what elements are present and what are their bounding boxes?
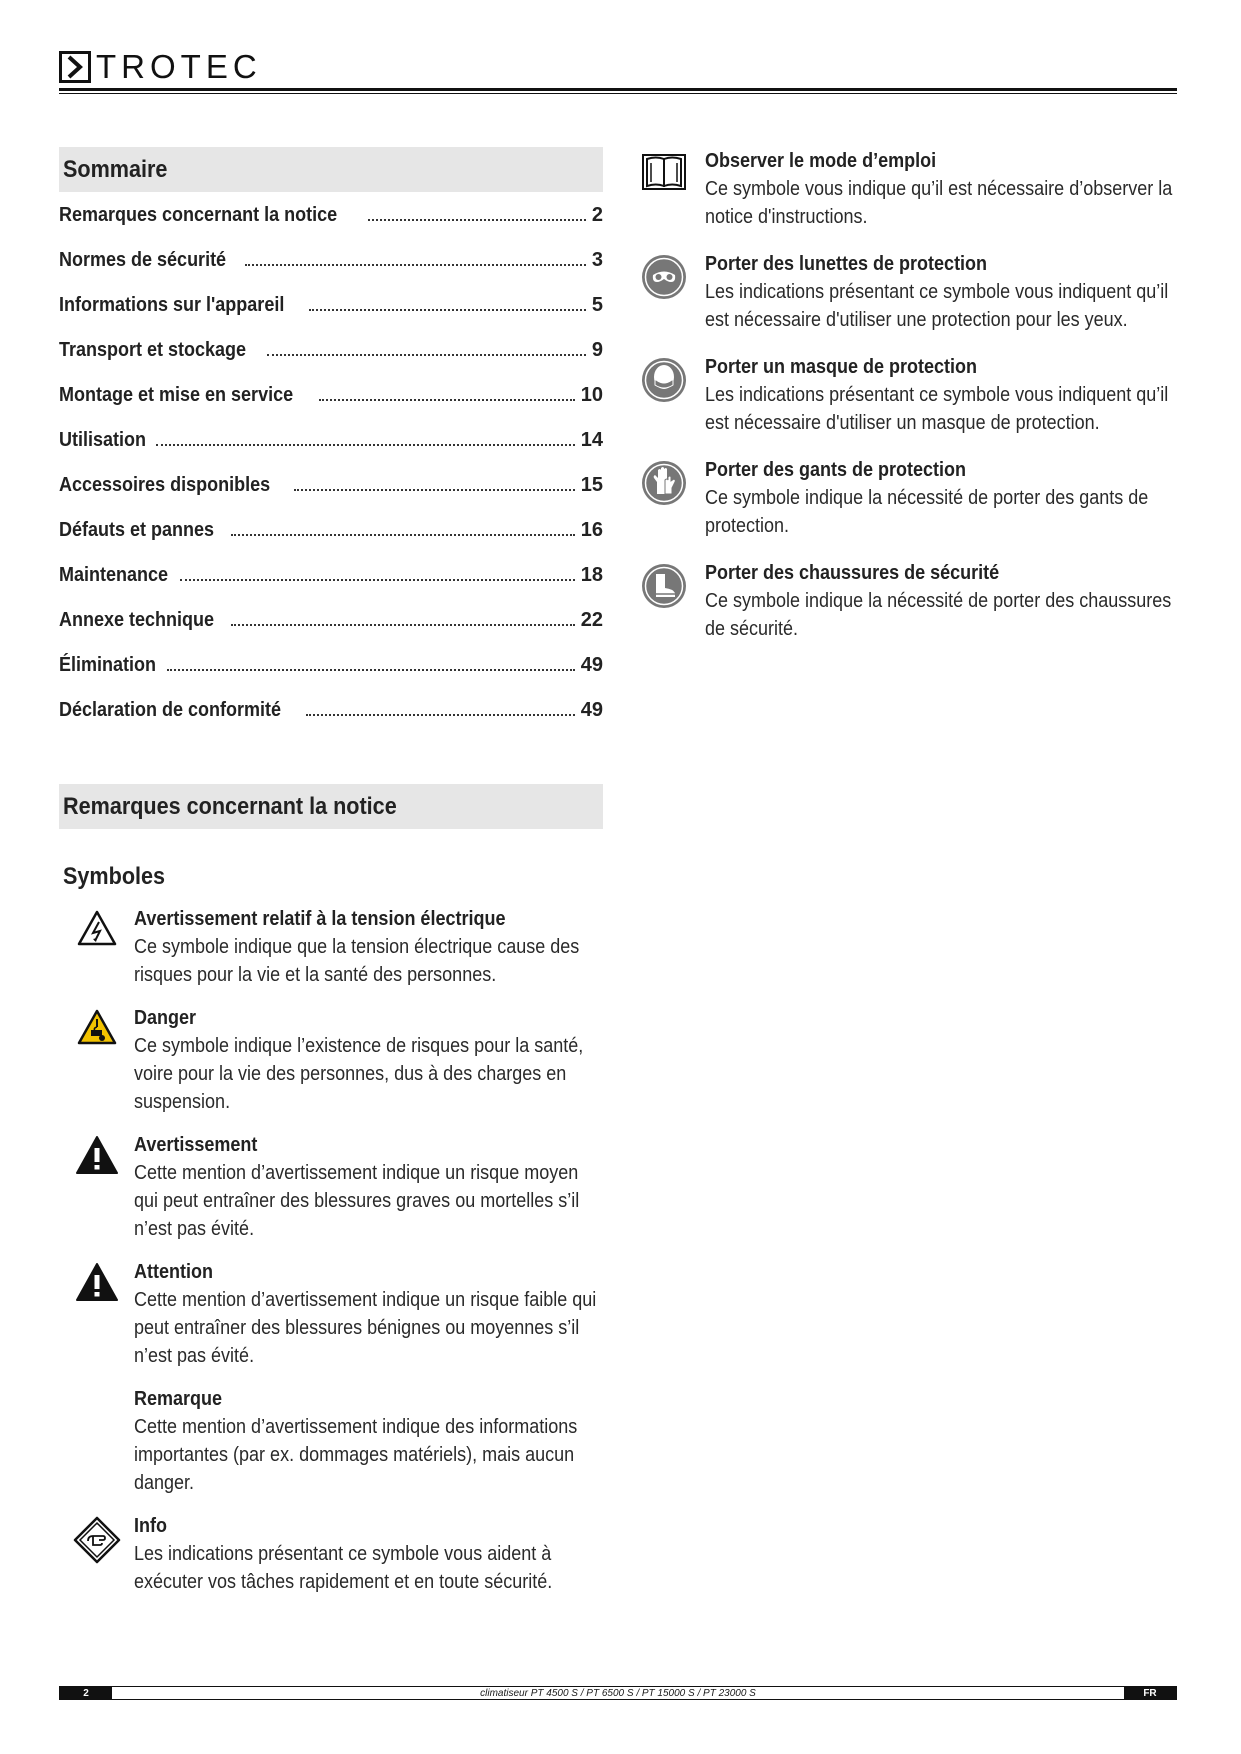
toc-entry[interactable] [59, 609, 603, 654]
toc-entry[interactable] [59, 204, 603, 249]
caution-triangle-icon [75, 1262, 119, 1302]
toc-entry[interactable] [59, 429, 603, 474]
toc-entry[interactable] [59, 474, 603, 519]
page-number: 2 [60, 1687, 112, 1699]
toc-heading-bar [59, 147, 603, 192]
toc-entry-page: 5 [591, 294, 603, 316]
symbol-title: Porter des chaussures de sécurité [705, 562, 1000, 584]
toc-entry-title: Défauts et pannes [59, 519, 215, 541]
symbol-entry [59, 905, 603, 989]
symbol-title: Danger [134, 1007, 197, 1029]
symbol-description: Ce symbole indique l’existence de risques pour la santé, voire pour la vie des personnes, dus à des charges en suspension. [134, 1035, 584, 1113]
toc-leader [368, 219, 586, 221]
symbol-description: Les indications présentant ce symbole vous aident à exécuter vos tâches rapidement et en toute sécurité. [134, 1543, 553, 1593]
symbol-description: Les indications présentant ce symbole vous indiquent qu’il est nécessaire d'utiliser un masque de protection. [705, 384, 1169, 434]
toc-entry-page: 16 [580, 519, 603, 541]
toc-entry-title: Montage et mise en service [59, 384, 294, 406]
symbol-title: Avertissement relatif à la tension électrique [134, 908, 506, 930]
symbol-description: Les indications présentant ce symbole vous indiquent qu’il est nécessaire d'utiliser une protection pour les yeux. [705, 281, 1169, 331]
page-header [59, 50, 1177, 95]
safety-boot-icon [641, 563, 687, 609]
page-footer [59, 1686, 1177, 1700]
symbol-entry [641, 147, 1181, 231]
toc-entry[interactable] [59, 564, 603, 609]
toc-leader [231, 624, 574, 626]
symbol-title: Porter un masque de protection [705, 356, 978, 378]
notice-heading: Remarques concernant la notice [63, 792, 397, 820]
toc-entry-page: 49 [580, 699, 603, 721]
product-name: climatiseur PT 4500 S / PT 6500 S / PT 15000 S / PT 23000 S [480, 1688, 756, 1699]
toc-entry-title: Déclaration de conformité [59, 699, 282, 721]
manual-book-icon [641, 151, 687, 191]
symbol-entry [59, 1512, 603, 1596]
header-rule-thin [59, 93, 1177, 94]
toc-entry-title: Remarques concernant la notice [59, 204, 338, 226]
warning-triangle-icon [75, 1135, 119, 1175]
toc-entry-title: Informations sur l'appareil [59, 294, 285, 316]
toc-entry-page: 3 [591, 249, 603, 271]
toc-entry[interactable] [59, 384, 603, 429]
symbol-description: Cette mention d’avertissement indique un risque moyen qui peut entraîner des blessures graves ou mortelles s’il n’est pas évité. [134, 1162, 580, 1240]
symbol-description: Cette mention d’avertissement indique des informations importantes (par ex. dommages matériels), mais aucun danger. [134, 1416, 578, 1494]
toc-entry[interactable] [59, 339, 603, 384]
symbol-description: Ce symbole vous indique qu’il est nécessaire d’observer la notice d'instructions. [705, 178, 1173, 228]
symbol-description: Ce symbole indique la nécessité de porter des gants de protection. [705, 487, 1149, 537]
toc-entry-page: 22 [580, 609, 603, 631]
toc-entry-title: Transport et stockage [59, 339, 247, 361]
symbol-entry [641, 559, 1181, 643]
toc-entry-page: 15 [580, 474, 603, 496]
trotec-logo [59, 50, 262, 84]
symbol-title: Porter des lunettes de protection [705, 253, 988, 275]
toc-leader [231, 534, 574, 536]
toc-entry-page: 18 [580, 564, 603, 586]
header-rule [59, 88, 1177, 91]
toc-leader [267, 354, 586, 356]
symbol-title: Attention [134, 1261, 213, 1283]
electric-warning-icon [76, 909, 118, 947]
toc-entry-title: Annexe technique [59, 609, 215, 631]
notice-heading-bar [59, 784, 603, 829]
trotec-logo-mark-icon [59, 51, 91, 83]
toc-entry[interactable] [59, 654, 603, 699]
symbol-title: Observer le mode d’emploi [705, 150, 937, 172]
toc-entry[interactable] [59, 519, 603, 564]
toc-entry[interactable] [59, 294, 603, 339]
symbol-description: Cette mention d’avertissement indique un risque faible qui peut entraîner des blessures bénignes ou moyennes s’il n’est pas évité. [134, 1289, 597, 1367]
language-code: FR [1124, 1687, 1176, 1699]
symbol-title: Remarque [134, 1388, 223, 1410]
toc-leader [306, 714, 575, 716]
table-of-contents [59, 204, 603, 744]
toc-leader [319, 399, 575, 401]
toc-entry[interactable] [59, 699, 603, 744]
brand-name: TROTEC [96, 48, 262, 85]
toc-leader [245, 264, 586, 266]
toc-entry-page: 49 [580, 654, 603, 676]
toc-entry-title: Maintenance [59, 564, 169, 586]
right-column [641, 147, 1181, 662]
toc-leader [309, 309, 586, 311]
symbol-entry [59, 1004, 603, 1116]
toc-leader [167, 669, 575, 671]
symbol-title: Porter des gants de protection [705, 459, 967, 481]
symbol-entry [59, 1385, 603, 1497]
left-column [59, 147, 603, 1611]
toc-leader [180, 579, 575, 581]
toc-entry-page: 14 [580, 429, 603, 451]
toc-heading: Sommaire [63, 155, 168, 183]
mask-icon [641, 357, 687, 403]
symbols-list [59, 905, 603, 1596]
symbol-entry [641, 456, 1181, 540]
gloves-icon [641, 460, 687, 506]
symbol-description: Ce symbole indique la nécessité de porter des chaussures de sécurité. [705, 590, 1172, 640]
toc-entry-page: 2 [591, 204, 603, 226]
toc-entry-page: 9 [591, 339, 603, 361]
toc-entry-page: 10 [580, 384, 603, 406]
toc-entry-title: Normes de sécurité [59, 249, 227, 271]
symbol-title: Avertissement [134, 1134, 258, 1156]
symbol-entry [641, 353, 1181, 437]
symbols-heading: Symboles [63, 863, 166, 890]
toc-entry-title: Accessoires disponibles [59, 474, 271, 496]
toc-entry-title: Utilisation [59, 429, 147, 451]
symbol-description: Ce symbole indique que la tension électrique cause des risques pour la vie et la santé des personnes. [134, 936, 580, 986]
symbol-entry [59, 1131, 603, 1243]
toc-leader [156, 444, 575, 446]
symbol-title: Info [134, 1515, 167, 1537]
symbol-entry [641, 250, 1181, 334]
goggles-icon [641, 254, 687, 300]
symbol-entry [59, 1258, 603, 1370]
suspended-load-icon [76, 1008, 118, 1046]
info-hand-icon [73, 1516, 121, 1564]
toc-leader [294, 489, 575, 491]
toc-entry-title: Élimination [59, 654, 157, 676]
toc-entry[interactable] [59, 249, 603, 294]
